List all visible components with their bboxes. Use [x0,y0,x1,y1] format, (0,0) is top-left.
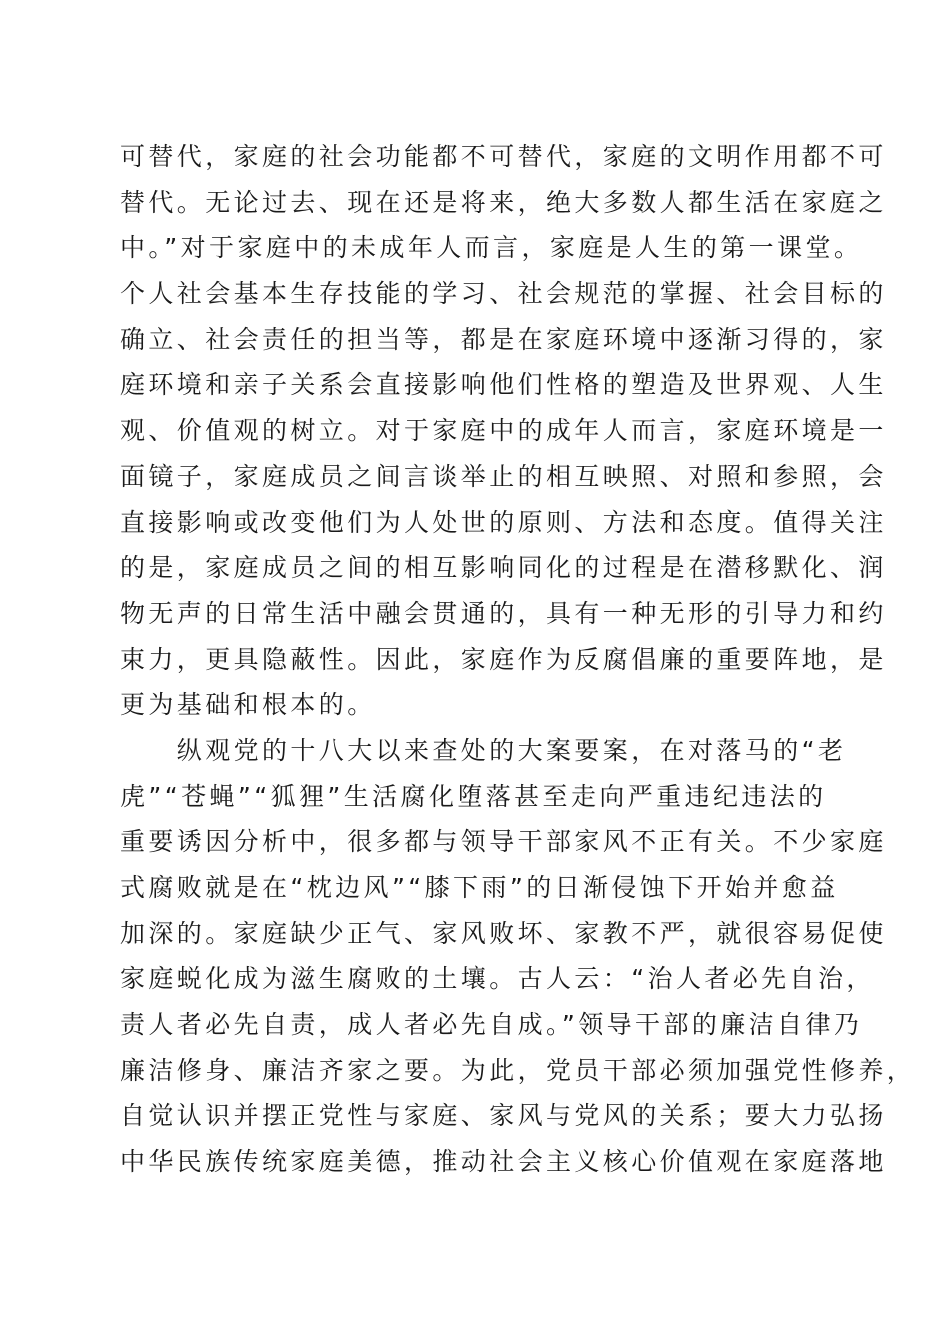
body-text [120,134,916,1185]
text-line: 重要诱因分析中，很多都与领导干部家风不正有关。不少家庭 [120,827,887,857]
text-line: 式腐败就是在“枕边风”“膝下雨”的日渐侵蚀下开始并愈益 [120,873,839,902]
text-line: 确立、社会责任的担当等，都是在家庭环境中逐渐习得的，家 [120,324,887,354]
text-line: 更为基础和根本的。 [120,690,376,720]
text-line: 加深的。家庭缺少正气、家风败坏、家教不严，就很容易促使 [120,918,887,948]
text-line: 直接影响或改变他们为人处世的原则、方法和态度。值得关注 [120,507,887,537]
text-line: 可替代，家庭的社会功能都不可替代，家庭的文明作用都不可 [120,142,887,171]
text-line: 面镜子，家庭成员之间言谈举止的相互映照、对照和参照，会 [120,461,887,491]
text-line: 中华民族传统家庭美德，推动社会主义核心价值观在家庭落地 [120,1147,887,1177]
text-line: 纵观党的十八大以来查处的大案要案，在对落马的“老 [120,735,847,765]
text-line: 虎”“苍蝇”“狐狸”生活腐化堕落甚至走向严重违纪违法的 [120,781,827,811]
text-line: 的是，家庭成员之间的相互影响同化的过程是在潜移默化、润 [120,553,887,583]
text-line: 责人者必先自责，成人者必先自成。”领导干部的廉洁自律乃 [120,1010,863,1040]
text-line: 家庭蜕化成为滋生腐败的土壤。古人云：“治人者必先自治， [120,964,875,994]
text-line: 中。”对于家庭中的未成年人而言，家庭是人生的第一课堂。 [120,233,863,263]
text-line: 庭环境和亲子关系会直接影响他们性格的塑造及世界观、人生 [120,370,887,400]
text-line: 自觉认识并摆正党性与家庭、家风与党风的关系；要大力弘扬 [120,1101,887,1131]
text-line: 物无声的日常生活中融会贯通的，具有一种无形的引导力和约 [120,598,887,628]
text-line: 廉洁修身、廉洁齐家之要。为此，党员干部必须加强党性修养， [120,1055,916,1085]
text-line: 束力，更具隐蔽性。因此，家庭作为反腐倡廉的重要阵地，是 [120,644,887,674]
text-line: 观、价值观的树立。对于家庭中的成年人而言，家庭环境是一 [120,416,887,446]
text-line: 替代。无论过去、现在还是将来，绝大多数人都生活在家庭之 [120,187,887,217]
text-line: 个人社会基本生存技能的学习、社会规范的掌握、社会目标的 [120,279,887,309]
